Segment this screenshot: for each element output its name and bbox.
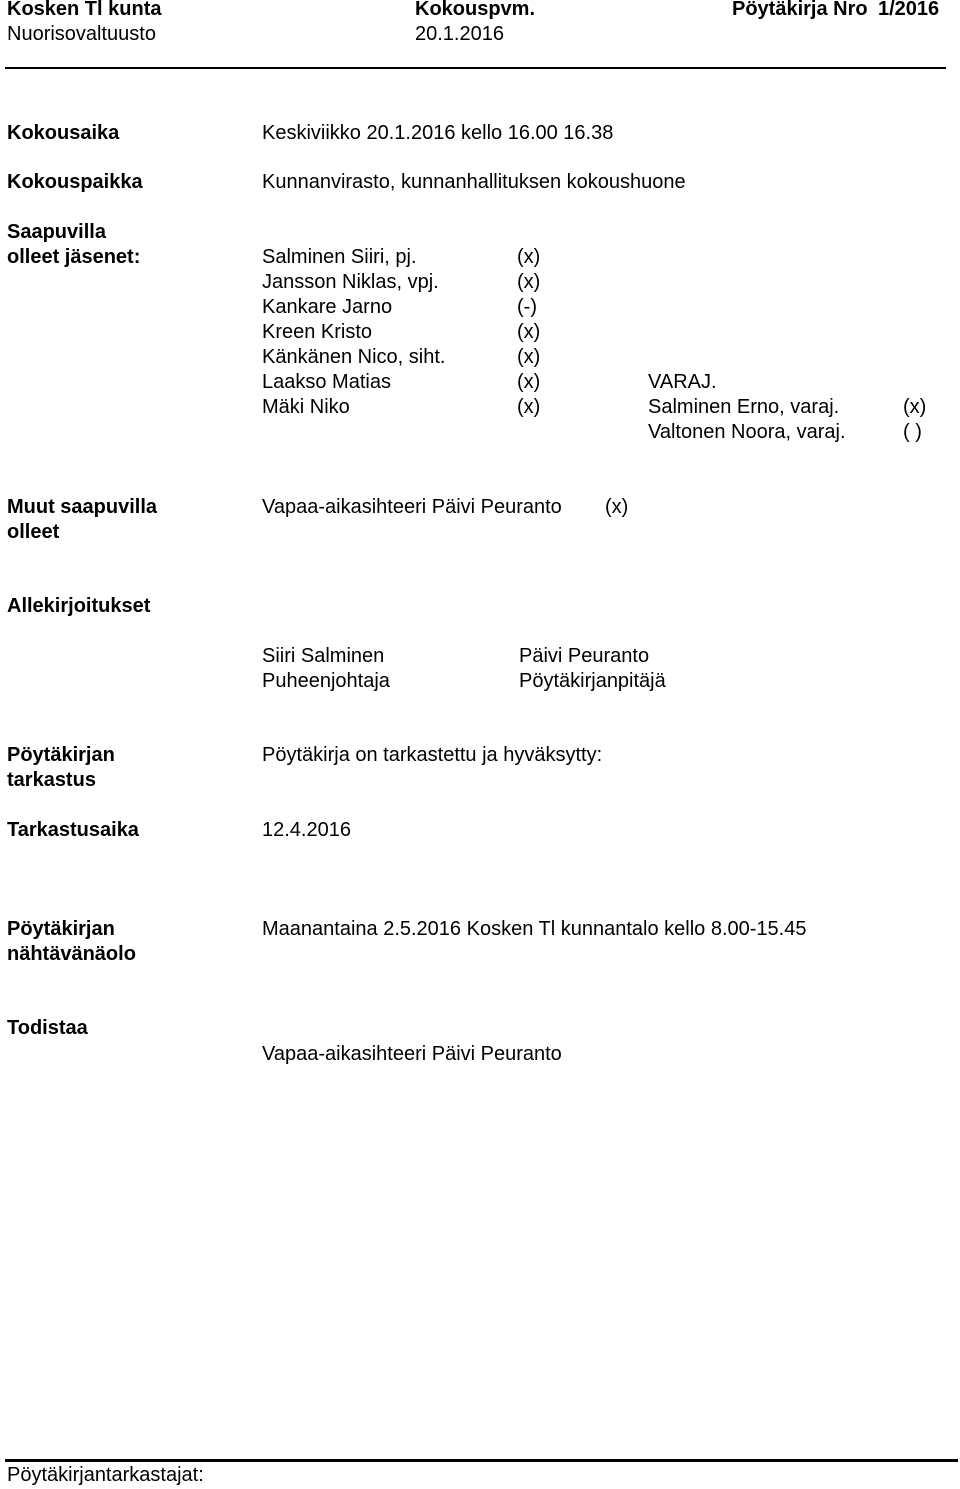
review-value: Pöytäkirja on tarkastettu ja hyväksytty: [262, 744, 603, 766]
member-name: Kreen Kristo [262, 321, 373, 343]
meeting-date-label: Kokouspvm. [415, 0, 536, 20]
footer-reviewers-label: Pöytäkirjantarkastajat: [7, 1464, 204, 1486]
member-attendance: (-) [517, 296, 537, 318]
deputy-attendance: ( ) [903, 421, 922, 443]
meeting-place-label: Kokouspaikka [7, 171, 143, 193]
organization-name: Kosken Tl kunta [7, 0, 162, 20]
others-label-line1: Muut saapuvilla [7, 496, 158, 518]
deputies-label: VARAJ. [648, 371, 717, 393]
member-attendance: (x) [517, 271, 541, 293]
review-date-value: 12.4.2016 [262, 819, 351, 841]
member-name: Mäki Niko [262, 396, 350, 418]
member-name: Laakso Matias [262, 371, 391, 393]
members-label-line2: olleet jäsenet: [7, 246, 141, 268]
chair-role: Puheenjohtaja [262, 670, 390, 692]
display-value: Maanantaina 2.5.2016 Kosken Tl kunnantalo kello 8.00-15.45 [262, 918, 807, 940]
others-value: Vapaa-aikasihteeri Päivi Peuranto [262, 496, 562, 518]
others-attendance: (x) [605, 496, 629, 518]
deputy-name: Salminen Erno, varaj. [648, 396, 840, 418]
others-label-line2: olleet [7, 521, 60, 543]
display-label-line1: Pöytäkirjan [7, 918, 115, 940]
minutes-label: Pöytäkirja Nro [732, 0, 868, 20]
certify-label: Todistaa [7, 1017, 88, 1039]
signatures-label: Allekirjoitukset [7, 595, 151, 617]
display-label-line2: nähtävänäolo [7, 943, 136, 965]
member-name: Kankare Jarno [262, 296, 393, 318]
chair-name: Siiri Salminen [262, 645, 385, 667]
member-attendance: (x) [517, 396, 541, 418]
secretary-name: Päivi Peuranto [519, 645, 650, 667]
member-attendance: (x) [517, 321, 541, 343]
member-name: Salminen Siiri, pj. [262, 246, 417, 268]
body-name: Nuorisovaltuusto [7, 23, 156, 45]
review-label-line2: tarkastus [7, 769, 96, 791]
member-attendance: (x) [517, 371, 541, 393]
header-divider [5, 67, 946, 69]
meeting-time-label: Kokousaika [7, 122, 120, 144]
deputy-name: Valtonen Noora, varaj. [648, 421, 846, 443]
certify-value: Vapaa-aikasihteeri Päivi Peuranto [262, 1043, 562, 1065]
members-label-line1: Saapuvilla [7, 221, 106, 243]
minutes-number: 1/2016 [878, 0, 940, 20]
deputy-attendance: (x) [903, 396, 927, 418]
member-attendance: (x) [517, 346, 541, 368]
member-attendance: (x) [517, 246, 541, 268]
meeting-date: 20.1.2016 [415, 23, 504, 45]
meeting-place-value: Kunnanvirasto, kunnanhallituksen kokoushuone [262, 171, 686, 193]
review-date-label: Tarkastusaika [7, 819, 139, 841]
member-name: Känkänen Nico, siht. [262, 346, 446, 368]
footer-divider [5, 1459, 958, 1462]
review-label-line1: Pöytäkirjan [7, 744, 115, 766]
member-name: Jansson Niklas, vpj. [262, 271, 439, 293]
meeting-time-value: Keskiviikko 20.1.2016 kello 16.00 16.38 [262, 122, 614, 144]
secretary-role: Pöytäkirjanpitäjä [519, 670, 666, 692]
